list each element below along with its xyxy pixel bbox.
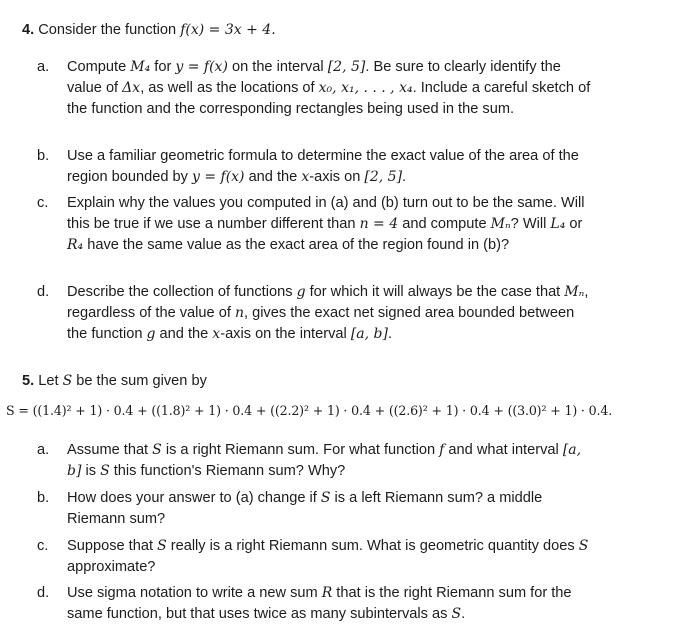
- part-text: [67, 146, 597, 188]
- text-segment: . Include a careful sketch of the function and the corresponding rectangles being used in the sum.: [67, 80, 591, 117]
- math-expression: M₄: [130, 59, 151, 75]
- problem-4-function: f(x) = 3x + 4.: [180, 22, 276, 38]
- problem-4-part-b: [37, 146, 597, 188]
- problem-5-intro-var: S: [62, 373, 73, 389]
- text-segment: that is the right Riemann sum for the same function, but that uses twice as many subintervals as: [67, 585, 572, 622]
- text-segment: is a left Riemann sum? a middle Riemann sum?: [67, 490, 543, 527]
- part-letter: c.: [37, 538, 49, 554]
- part-letter: b.: [37, 490, 50, 506]
- part-letter: d.: [37, 284, 50, 300]
- problem-5-part-b: [37, 488, 597, 530]
- problem-5-heading: [22, 371, 207, 392]
- math-expression: S: [451, 606, 462, 622]
- math-expression: n: [234, 305, 244, 321]
- text-segment: How does your answer to (a) change if: [67, 490, 321, 506]
- problem-5-intro-after: be the sum given by: [76, 373, 207, 389]
- math-expression: Δx: [122, 80, 141, 96]
- text-segment: or: [565, 216, 583, 232]
- text-segment: and the: [155, 326, 213, 342]
- text-segment: for: [150, 59, 176, 75]
- text-segment: Assume that: [67, 442, 153, 458]
- part-letter: a.: [37, 442, 50, 458]
- text-segment: Suppose that: [67, 538, 158, 554]
- math-expression: g: [146, 326, 156, 342]
- math-expression: S: [578, 538, 589, 554]
- math-expression: [2, 5]: [327, 59, 366, 75]
- problem-4-number: 4.: [22, 22, 35, 38]
- math-expression: S: [157, 538, 167, 554]
- part-letter: b.: [37, 148, 50, 164]
- text-segment: -axis on the interval: [220, 326, 351, 342]
- math-expression: Mₙ: [564, 284, 585, 300]
- sum-expression: S = ((1.4)² + 1) · 0.4 + ((1.8)² + 1) · 0.4 + ((2.2)² + 1) · 0.4 + ((2.6)² + 1) · 0.4 + ((3.0)² + 1) · 0.4.: [6, 403, 613, 418]
- math-expression: S: [320, 490, 331, 506]
- math-expression: n = 4: [359, 216, 399, 232]
- text-segment: , as well as the locations of: [140, 80, 319, 96]
- math-expression: S: [152, 442, 162, 458]
- text-segment: Use a familiar geometric formula to determine the exact value of the area of the region bounded by: [67, 148, 579, 185]
- math-expression: [a, b]: [350, 326, 388, 342]
- text-segment: Compute: [67, 59, 131, 75]
- text-segment: .: [402, 169, 407, 185]
- math-expression: g: [296, 284, 306, 300]
- text-segment: for which it will always be the case that: [305, 284, 565, 300]
- math-expression: Mₙ: [490, 216, 511, 232]
- math-expression: y = f(x): [175, 59, 228, 75]
- text-segment: .: [387, 326, 393, 342]
- text-segment: this function's Riemann sum? Why?: [109, 463, 346, 479]
- math-expression: L₄: [550, 216, 566, 232]
- math-expression: [a, b]: [67, 442, 582, 479]
- problem-4-part-c: [37, 193, 597, 256]
- text-segment: on the interval: [227, 59, 328, 75]
- part-text: [67, 536, 597, 578]
- part-text: [67, 488, 597, 530]
- math-expression: f: [439, 442, 445, 458]
- part-letter: a.: [37, 59, 50, 75]
- part-text: [67, 57, 597, 120]
- problem-5-part-d: [37, 583, 597, 625]
- problem-4-heading: [22, 20, 276, 41]
- math-expression: x₀, x₁, . . . , x₄: [318, 80, 413, 96]
- text-segment: and compute: [398, 216, 491, 232]
- problem-4-intro: Consider the function: [38, 22, 177, 38]
- text-segment: approximate?: [67, 559, 156, 575]
- math-expression: y = f(x): [191, 169, 245, 185]
- problem-4-part-a: [37, 57, 597, 120]
- problem-5-part-c: [37, 536, 597, 578]
- problem-5-part-a: [37, 440, 597, 482]
- part-letter: c.: [37, 195, 49, 211]
- part-text: [67, 583, 597, 625]
- text-segment: ? Will: [510, 216, 551, 232]
- text-segment: and what interval: [444, 442, 563, 458]
- math-expression: x: [301, 169, 310, 185]
- text-segment: is a right Riemann sum. For what function: [161, 442, 440, 458]
- math-expression: R: [321, 585, 333, 601]
- math-expression: R₄: [67, 237, 84, 253]
- text-segment: have the same value as the exact area of the region found in (b)?: [83, 237, 510, 253]
- text-segment: Use sigma notation to write a new sum: [67, 585, 322, 601]
- text-segment: is: [81, 463, 101, 479]
- text-segment: -axis on: [309, 169, 365, 185]
- math-expression: [2, 5]: [364, 169, 403, 185]
- part-text: [67, 282, 597, 345]
- text-segment: Explain why the values you computed in (a) and (b) turn out to be the same. Will this be true if we use a number different than: [67, 195, 585, 232]
- text-segment: .: [461, 606, 466, 622]
- text-segment: , gives the exact net signed area bounded between the function: [67, 305, 575, 342]
- part-text: [67, 193, 597, 256]
- problem-5-number: 5.: [22, 373, 35, 389]
- math-expression: x: [212, 326, 221, 342]
- problem-4-part-d: [37, 282, 597, 345]
- text-segment: , regardless of the value of: [67, 284, 589, 321]
- problem-5-intro-before: Let: [38, 373, 59, 389]
- text-segment: really is a right Riemann sum. What is geometric quantity does: [166, 538, 579, 554]
- text-segment: . Be sure to clearly identify the value of: [67, 59, 561, 96]
- part-letter: d.: [37, 585, 50, 601]
- math-expression: S: [100, 463, 110, 479]
- text-segment: Describe the collection of functions: [67, 284, 297, 300]
- text-segment: and the: [244, 169, 302, 185]
- part-text: [67, 440, 597, 482]
